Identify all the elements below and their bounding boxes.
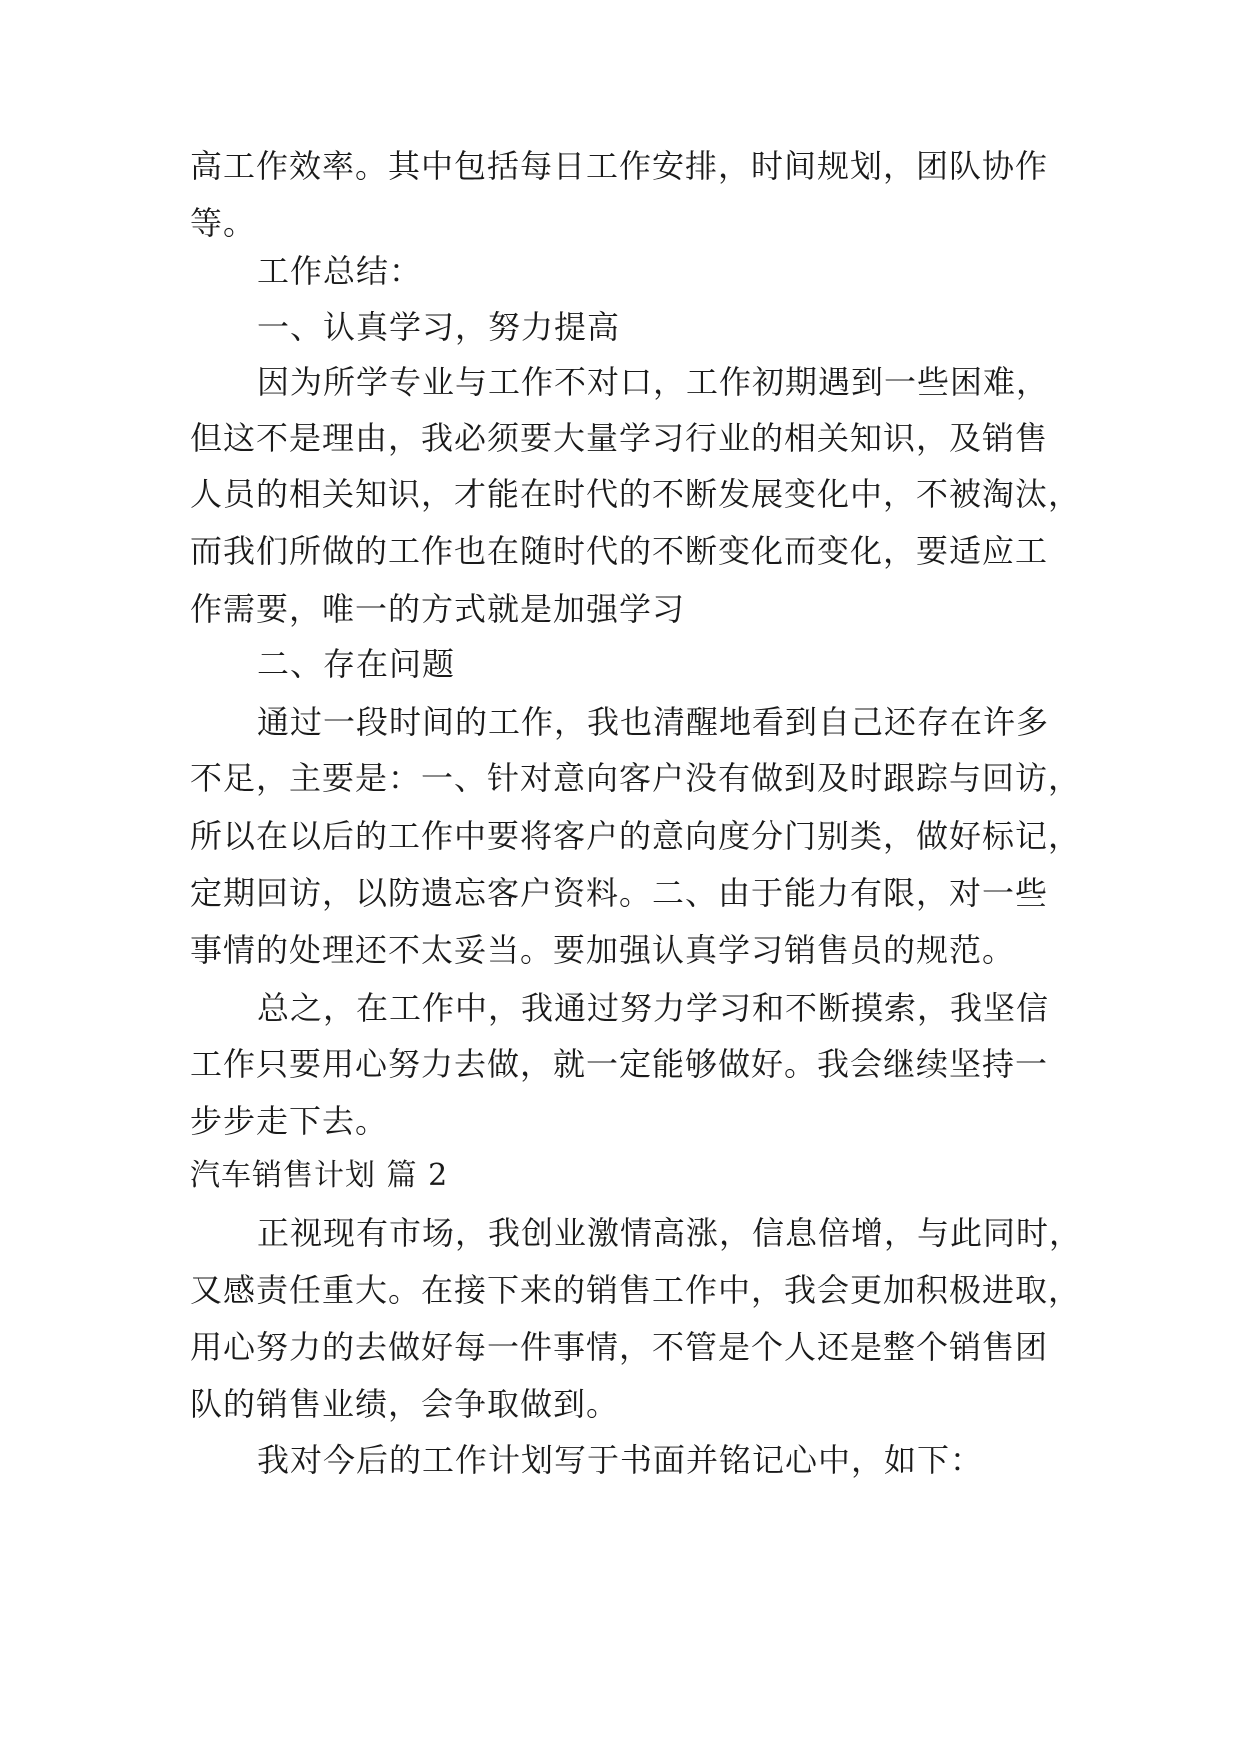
paragraph-line: 但这不是理由，我必须要大量学习行业的相关知识，及销售 <box>190 419 1049 457</box>
paragraph-line: 又感责任重大。在接下来的销售工作中，我会更加积极进取， <box>190 1271 1082 1309</box>
paragraph-line: 所以在以后的工作中要将客户的意向度分门别类，做好标记， <box>190 817 1082 855</box>
paragraph-line: 等。 <box>190 204 257 242</box>
paragraph-line: 队的销售业绩，会争取做到。 <box>190 1385 620 1423</box>
paragraph-line: 用心努力的去做好每一件事情，不管是个人还是整个销售团 <box>190 1328 1049 1366</box>
paragraph-line: 不足，主要是：一、针对意向客户没有做到及时跟踪与回访， <box>190 759 1082 797</box>
section-heading: 二、存在问题 <box>257 645 456 683</box>
paragraph-line: 定期回访，以防遗忘客户资料。二、由于能力有限，对一些 <box>190 874 1049 912</box>
paragraph-line: 步步走下去。 <box>190 1102 389 1140</box>
paragraph-line: 事情的处理还不太妥当。要加强认真学习销售员的规范。 <box>190 931 1016 969</box>
paragraph-line: 因为所学专业与工作不对口，工作初期遇到一些困难， <box>257 363 1050 401</box>
paragraph-line: 高工作效率。其中包括每日工作安排，时间规划，团队协作 <box>190 147 1049 185</box>
paragraph-line: 而我们所做的工作也在随时代的不断变化而变化，要适应工 <box>190 532 1049 570</box>
document-section-title: 汽车销售计划 篇 2 <box>190 1158 449 1193</box>
paragraph-line: 作需要，唯一的方式就是加强学习 <box>190 590 686 628</box>
paragraph-line: 人员的相关知识，才能在时代的不断发展变化中，不被淘汰， <box>190 475 1082 513</box>
paragraph-line: 通过一段时间的工作，我也清醒地看到自己还存在许多 <box>257 703 1050 741</box>
section-title: 工作总结： <box>257 252 423 290</box>
paragraph-line: 工作只要用心努力去做，就一定能够做好。我会继续坚持一 <box>190 1045 1049 1083</box>
paragraph-line: 正视现有市场，我创业激情高涨，信息倍增，与此同时， <box>257 1214 1083 1252</box>
paragraph-line: 总之，在工作中，我通过努力学习和不断摸索，我坚信 <box>257 989 1050 1027</box>
paragraph-line: 我对今后的工作计划写于书面并铭记心中，如下： <box>257 1441 984 1479</box>
section-heading: 一、认真学习，努力提高 <box>257 308 621 346</box>
